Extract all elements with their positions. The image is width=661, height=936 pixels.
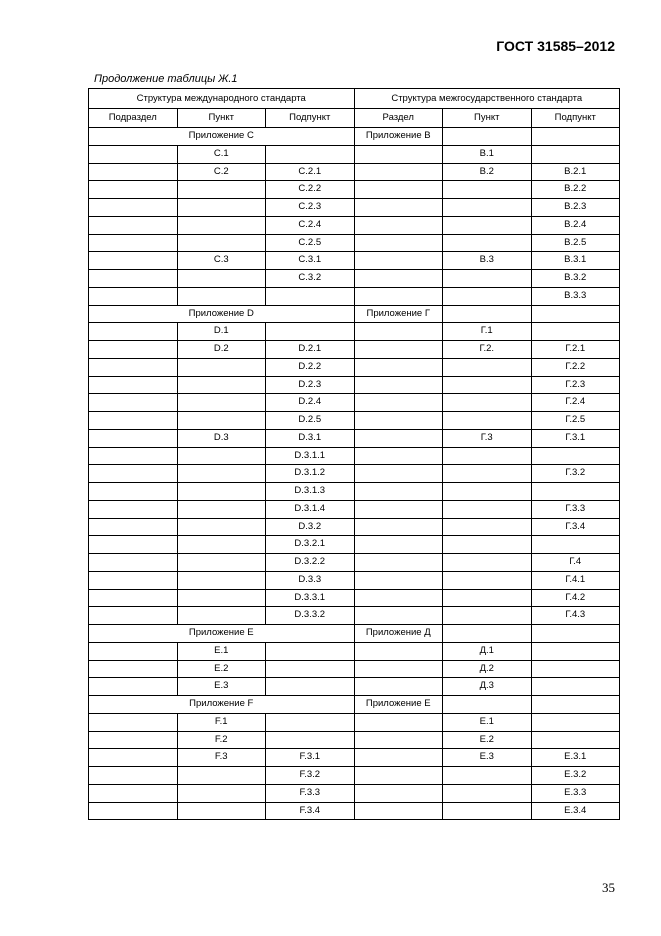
table-cell: C.2.1 xyxy=(266,163,355,181)
table-cell xyxy=(531,145,620,163)
table-cell: D.2.1 xyxy=(266,341,355,359)
table-cell xyxy=(354,536,443,554)
table-cell: D.3.2.1 xyxy=(266,536,355,554)
table-cell: B.2.5 xyxy=(531,234,620,252)
table-cell xyxy=(531,678,620,696)
table-cell xyxy=(443,554,532,572)
table-cell xyxy=(89,678,178,696)
table-cell xyxy=(266,323,355,341)
table-cell xyxy=(89,412,178,430)
table-row xyxy=(89,287,620,305)
table-cell xyxy=(89,802,178,820)
table-row xyxy=(89,323,620,341)
table-cell xyxy=(89,447,178,465)
table-cell: Г.3.2 xyxy=(531,465,620,483)
table-cell xyxy=(177,784,266,802)
table-cell: Е.3.2 xyxy=(531,767,620,785)
table-cell: F.2 xyxy=(177,731,266,749)
table-cell: D.2 xyxy=(177,341,266,359)
table-cell xyxy=(354,376,443,394)
table-cell xyxy=(177,802,266,820)
table-cell xyxy=(89,589,178,607)
table-cell xyxy=(531,447,620,465)
table-cell xyxy=(443,447,532,465)
table-cell xyxy=(354,181,443,199)
table-cell xyxy=(443,784,532,802)
table-cell xyxy=(89,483,178,501)
table-cell: Г.4.3 xyxy=(531,607,620,625)
table-cell: Г.3 xyxy=(443,429,532,447)
table-cell: B.2 xyxy=(443,163,532,181)
table-cell xyxy=(177,287,266,305)
table-cell: F.1 xyxy=(177,713,266,731)
table-cell xyxy=(354,163,443,181)
table-cell xyxy=(89,784,178,802)
table-cell: Приложение C xyxy=(89,128,355,146)
table-cell: D.3.3 xyxy=(266,571,355,589)
table-cell: Г.2.3 xyxy=(531,376,620,394)
table-cell: D.3 xyxy=(177,429,266,447)
table-cell xyxy=(531,323,620,341)
table-cell xyxy=(266,678,355,696)
table-row xyxy=(89,234,620,252)
table-cell xyxy=(531,128,620,146)
table-row xyxy=(89,518,620,536)
table-row xyxy=(89,767,620,785)
table-cell xyxy=(354,287,443,305)
table-cell xyxy=(443,199,532,217)
table-cell xyxy=(89,394,178,412)
table-cell: C.2 xyxy=(177,163,266,181)
table-cell xyxy=(177,394,266,412)
table-cell xyxy=(354,749,443,767)
table-cell xyxy=(177,199,266,217)
table-cell: E.2 xyxy=(177,660,266,678)
table-row xyxy=(89,145,620,163)
column-header: Подпункт xyxy=(531,108,620,128)
table-cell xyxy=(89,518,178,536)
group-header-international: Структура международного стандарта xyxy=(89,89,355,109)
table-cell: D.3.1.1 xyxy=(266,447,355,465)
table-cell xyxy=(443,376,532,394)
table-cell: Г.2. xyxy=(443,341,532,359)
table-cell: Г.4.1 xyxy=(531,571,620,589)
table-cell: D.3.2 xyxy=(266,518,355,536)
table-row xyxy=(89,358,620,376)
page-number: 35 xyxy=(602,880,615,895)
table-cell: F.3 xyxy=(177,749,266,767)
table-cell xyxy=(89,341,178,359)
table-cell: B.3.1 xyxy=(531,252,620,270)
column-header: Пункт xyxy=(443,108,532,128)
appendix-row xyxy=(89,128,620,146)
table-cell: D.3.1.3 xyxy=(266,483,355,501)
table-cell xyxy=(266,287,355,305)
table-cell: B.2.3 xyxy=(531,199,620,217)
column-header-row xyxy=(89,108,620,128)
table-cell xyxy=(89,731,178,749)
table-cell xyxy=(443,181,532,199)
table-cell xyxy=(354,518,443,536)
table-cell: Приложение Е xyxy=(354,696,443,714)
table-cell: D.3.1 xyxy=(266,429,355,447)
table-cell xyxy=(266,145,355,163)
table-cell: Д.1 xyxy=(443,642,532,660)
table-cell: B.3.3 xyxy=(531,287,620,305)
table-cell: Е.1 xyxy=(443,713,532,731)
table-cell xyxy=(89,376,178,394)
table-cell xyxy=(443,500,532,518)
table-cell: D.3.1.4 xyxy=(266,500,355,518)
column-header: Подпункт xyxy=(266,108,355,128)
table-cell xyxy=(443,696,532,714)
table-cell xyxy=(89,163,178,181)
table-cell: Приложение Г xyxy=(354,305,443,323)
table-row xyxy=(89,199,620,217)
table-cell xyxy=(89,465,178,483)
table-row xyxy=(89,802,620,820)
table-cell xyxy=(177,412,266,430)
table-row xyxy=(89,678,620,696)
table-cell: Приложение F xyxy=(89,696,355,714)
table-cell: Приложение E xyxy=(89,625,355,643)
table-cell xyxy=(177,554,266,572)
table-row xyxy=(89,660,620,678)
table-cell xyxy=(354,713,443,731)
table-cell xyxy=(177,536,266,554)
table-cell xyxy=(354,660,443,678)
table-cell xyxy=(89,571,178,589)
table-cell: F.3.2 xyxy=(266,767,355,785)
table-cell xyxy=(89,500,178,518)
table-cell xyxy=(177,571,266,589)
table-cell: C.1 xyxy=(177,145,266,163)
table-cell xyxy=(443,287,532,305)
table-cell: Г.2.1 xyxy=(531,341,620,359)
table-cell: D.3.3.1 xyxy=(266,589,355,607)
table-cell xyxy=(177,216,266,234)
table-cell: B.2.2 xyxy=(531,181,620,199)
table-cell: Г.3.3 xyxy=(531,500,620,518)
table-cell: Д.3 xyxy=(443,678,532,696)
document-id: ГОСТ 31585–2012 xyxy=(496,38,615,54)
table-cell xyxy=(89,181,178,199)
table-cell xyxy=(89,554,178,572)
table-cell: Г.1 xyxy=(443,323,532,341)
table-cell xyxy=(354,554,443,572)
table-row xyxy=(89,536,620,554)
table-cell xyxy=(354,483,443,501)
table-row xyxy=(89,554,620,572)
table-cell: F.3.3 xyxy=(266,784,355,802)
table-row xyxy=(89,270,620,288)
table-cell: B.1 xyxy=(443,145,532,163)
table-row xyxy=(89,252,620,270)
table-cell xyxy=(177,518,266,536)
table-cell xyxy=(89,145,178,163)
table-row xyxy=(89,465,620,483)
table-cell xyxy=(89,713,178,731)
table-cell xyxy=(177,447,266,465)
table-cell xyxy=(443,518,532,536)
table-cell: C.3.2 xyxy=(266,270,355,288)
table-cell xyxy=(443,607,532,625)
table-cell: Приложение Д xyxy=(354,625,443,643)
table-cell xyxy=(89,216,178,234)
correspondence-table xyxy=(88,88,620,820)
table-cell: C.2.4 xyxy=(266,216,355,234)
table-row xyxy=(89,447,620,465)
table-row xyxy=(89,163,620,181)
table-cell xyxy=(177,234,266,252)
table-cell xyxy=(354,341,443,359)
table-cell xyxy=(354,145,443,163)
table-cell: B.3 xyxy=(443,252,532,270)
table-cell xyxy=(177,589,266,607)
table-cell xyxy=(531,731,620,749)
table-cell: D.3.3.2 xyxy=(266,607,355,625)
table-cell: B.3.2 xyxy=(531,270,620,288)
table-cell xyxy=(531,642,620,660)
table-cell xyxy=(531,625,620,643)
table-cell xyxy=(89,767,178,785)
table-cell: C.2.2 xyxy=(266,181,355,199)
table-cell: D.2.4 xyxy=(266,394,355,412)
table-cell: Г.2.5 xyxy=(531,412,620,430)
table-cell xyxy=(531,660,620,678)
table-cell xyxy=(443,358,532,376)
table-cell xyxy=(354,642,443,660)
column-header: Пункт xyxy=(177,108,266,128)
table-cell: C.3 xyxy=(177,252,266,270)
table-row xyxy=(89,412,620,430)
table-cell: Г.3.4 xyxy=(531,518,620,536)
table-cell: Приложение B xyxy=(354,128,443,146)
table-row xyxy=(89,429,620,447)
appendix-row xyxy=(89,305,620,323)
table-cell: D.2.5 xyxy=(266,412,355,430)
table-cell xyxy=(443,128,532,146)
table-cell xyxy=(354,607,443,625)
table-cell xyxy=(89,234,178,252)
table-row xyxy=(89,607,620,625)
table-cell xyxy=(354,358,443,376)
table-row xyxy=(89,571,620,589)
table-cell: Е.3.4 xyxy=(531,802,620,820)
table-row xyxy=(89,642,620,660)
table-cell xyxy=(177,270,266,288)
table-row xyxy=(89,713,620,731)
table-cell xyxy=(354,731,443,749)
table-cell xyxy=(531,696,620,714)
table-cell xyxy=(443,234,532,252)
table-cell xyxy=(354,447,443,465)
table-cell: C.3.1 xyxy=(266,252,355,270)
table-cell xyxy=(443,802,532,820)
table-cell xyxy=(177,607,266,625)
table-cell xyxy=(443,536,532,554)
table-cell xyxy=(89,358,178,376)
table-cell: C.2.3 xyxy=(266,199,355,217)
table-cell xyxy=(531,713,620,731)
table-cell xyxy=(354,199,443,217)
table-cell: E.3 xyxy=(177,678,266,696)
table-cell: D.1 xyxy=(177,323,266,341)
table-cell xyxy=(531,536,620,554)
table-cell xyxy=(354,394,443,412)
table-row xyxy=(89,589,620,607)
table-cell xyxy=(177,358,266,376)
table-cell xyxy=(354,571,443,589)
table-cell xyxy=(89,536,178,554)
table-cell xyxy=(354,784,443,802)
table-cell xyxy=(443,483,532,501)
table-cell: Приложение D xyxy=(89,305,355,323)
table-cell xyxy=(177,181,266,199)
table-cell: Г.4 xyxy=(531,554,620,572)
table-cell xyxy=(443,465,532,483)
table-row xyxy=(89,784,620,802)
table-cell xyxy=(443,412,532,430)
table-cell: Е.3 xyxy=(443,749,532,767)
table-cell: Е.3.3 xyxy=(531,784,620,802)
column-header: Подраздел xyxy=(89,108,178,128)
group-header-interstate: Структура межгосударственного стандарта xyxy=(354,89,620,109)
table-cell xyxy=(89,749,178,767)
table-cell: F.3.4 xyxy=(266,802,355,820)
table-cell xyxy=(443,767,532,785)
table-cell: Г.2.4 xyxy=(531,394,620,412)
table-cell: C.2.5 xyxy=(266,234,355,252)
table-caption: Продолжение таблицы Ж.1 xyxy=(94,73,238,85)
table-cell: Г.2.2 xyxy=(531,358,620,376)
table-cell xyxy=(89,287,178,305)
table-cell xyxy=(177,465,266,483)
table-row xyxy=(89,483,620,501)
table-cell: B.2.1 xyxy=(531,163,620,181)
table-cell xyxy=(443,216,532,234)
table-cell xyxy=(177,767,266,785)
table-cell xyxy=(531,305,620,323)
appendix-row xyxy=(89,696,620,714)
table-cell xyxy=(266,713,355,731)
table-cell xyxy=(89,607,178,625)
table-cell xyxy=(89,642,178,660)
table-cell: D.3.1.2 xyxy=(266,465,355,483)
table-cell xyxy=(89,270,178,288)
table-cell xyxy=(89,252,178,270)
table-row xyxy=(89,394,620,412)
table-cell xyxy=(354,252,443,270)
table-cell xyxy=(177,376,266,394)
table-cell: B.2.4 xyxy=(531,216,620,234)
table-cell xyxy=(443,394,532,412)
table-row xyxy=(89,376,620,394)
table-cell: D.2.2 xyxy=(266,358,355,376)
table-cell xyxy=(354,216,443,234)
table-cell xyxy=(354,234,443,252)
table-cell: Е.3.1 xyxy=(531,749,620,767)
table-cell xyxy=(443,571,532,589)
table-row xyxy=(89,731,620,749)
table-cell xyxy=(354,802,443,820)
table-cell: F.3.1 xyxy=(266,749,355,767)
table-cell: Д.2 xyxy=(443,660,532,678)
table-cell xyxy=(354,678,443,696)
table-cell xyxy=(177,483,266,501)
appendix-row xyxy=(89,625,620,643)
table-cell xyxy=(89,323,178,341)
table-row xyxy=(89,749,620,767)
table-cell xyxy=(354,767,443,785)
table-cell: Г.4.2 xyxy=(531,589,620,607)
table-cell xyxy=(443,270,532,288)
table-row xyxy=(89,341,620,359)
table-cell xyxy=(443,589,532,607)
table-cell xyxy=(354,500,443,518)
table-cell xyxy=(443,305,532,323)
table-cell xyxy=(266,731,355,749)
column-header: Раздел xyxy=(354,108,443,128)
table-cell: E.1 xyxy=(177,642,266,660)
table-cell xyxy=(354,465,443,483)
table-row xyxy=(89,500,620,518)
table-cell xyxy=(354,412,443,430)
table-cell xyxy=(266,642,355,660)
table-cell xyxy=(89,660,178,678)
table-cell: Е.2 xyxy=(443,731,532,749)
table-cell xyxy=(354,589,443,607)
table-row xyxy=(89,216,620,234)
table-cell: Г.3.1 xyxy=(531,429,620,447)
table-cell xyxy=(354,323,443,341)
table-cell xyxy=(354,429,443,447)
table-cell: D.3.2.2 xyxy=(266,554,355,572)
table-cell: D.2.3 xyxy=(266,376,355,394)
table-cell xyxy=(89,429,178,447)
table-cell xyxy=(354,270,443,288)
table-cell xyxy=(89,199,178,217)
table-cell xyxy=(443,625,532,643)
table-row xyxy=(89,181,620,199)
table-cell xyxy=(177,500,266,518)
group-header-row xyxy=(89,89,620,109)
table-cell xyxy=(266,660,355,678)
table-cell xyxy=(531,483,620,501)
